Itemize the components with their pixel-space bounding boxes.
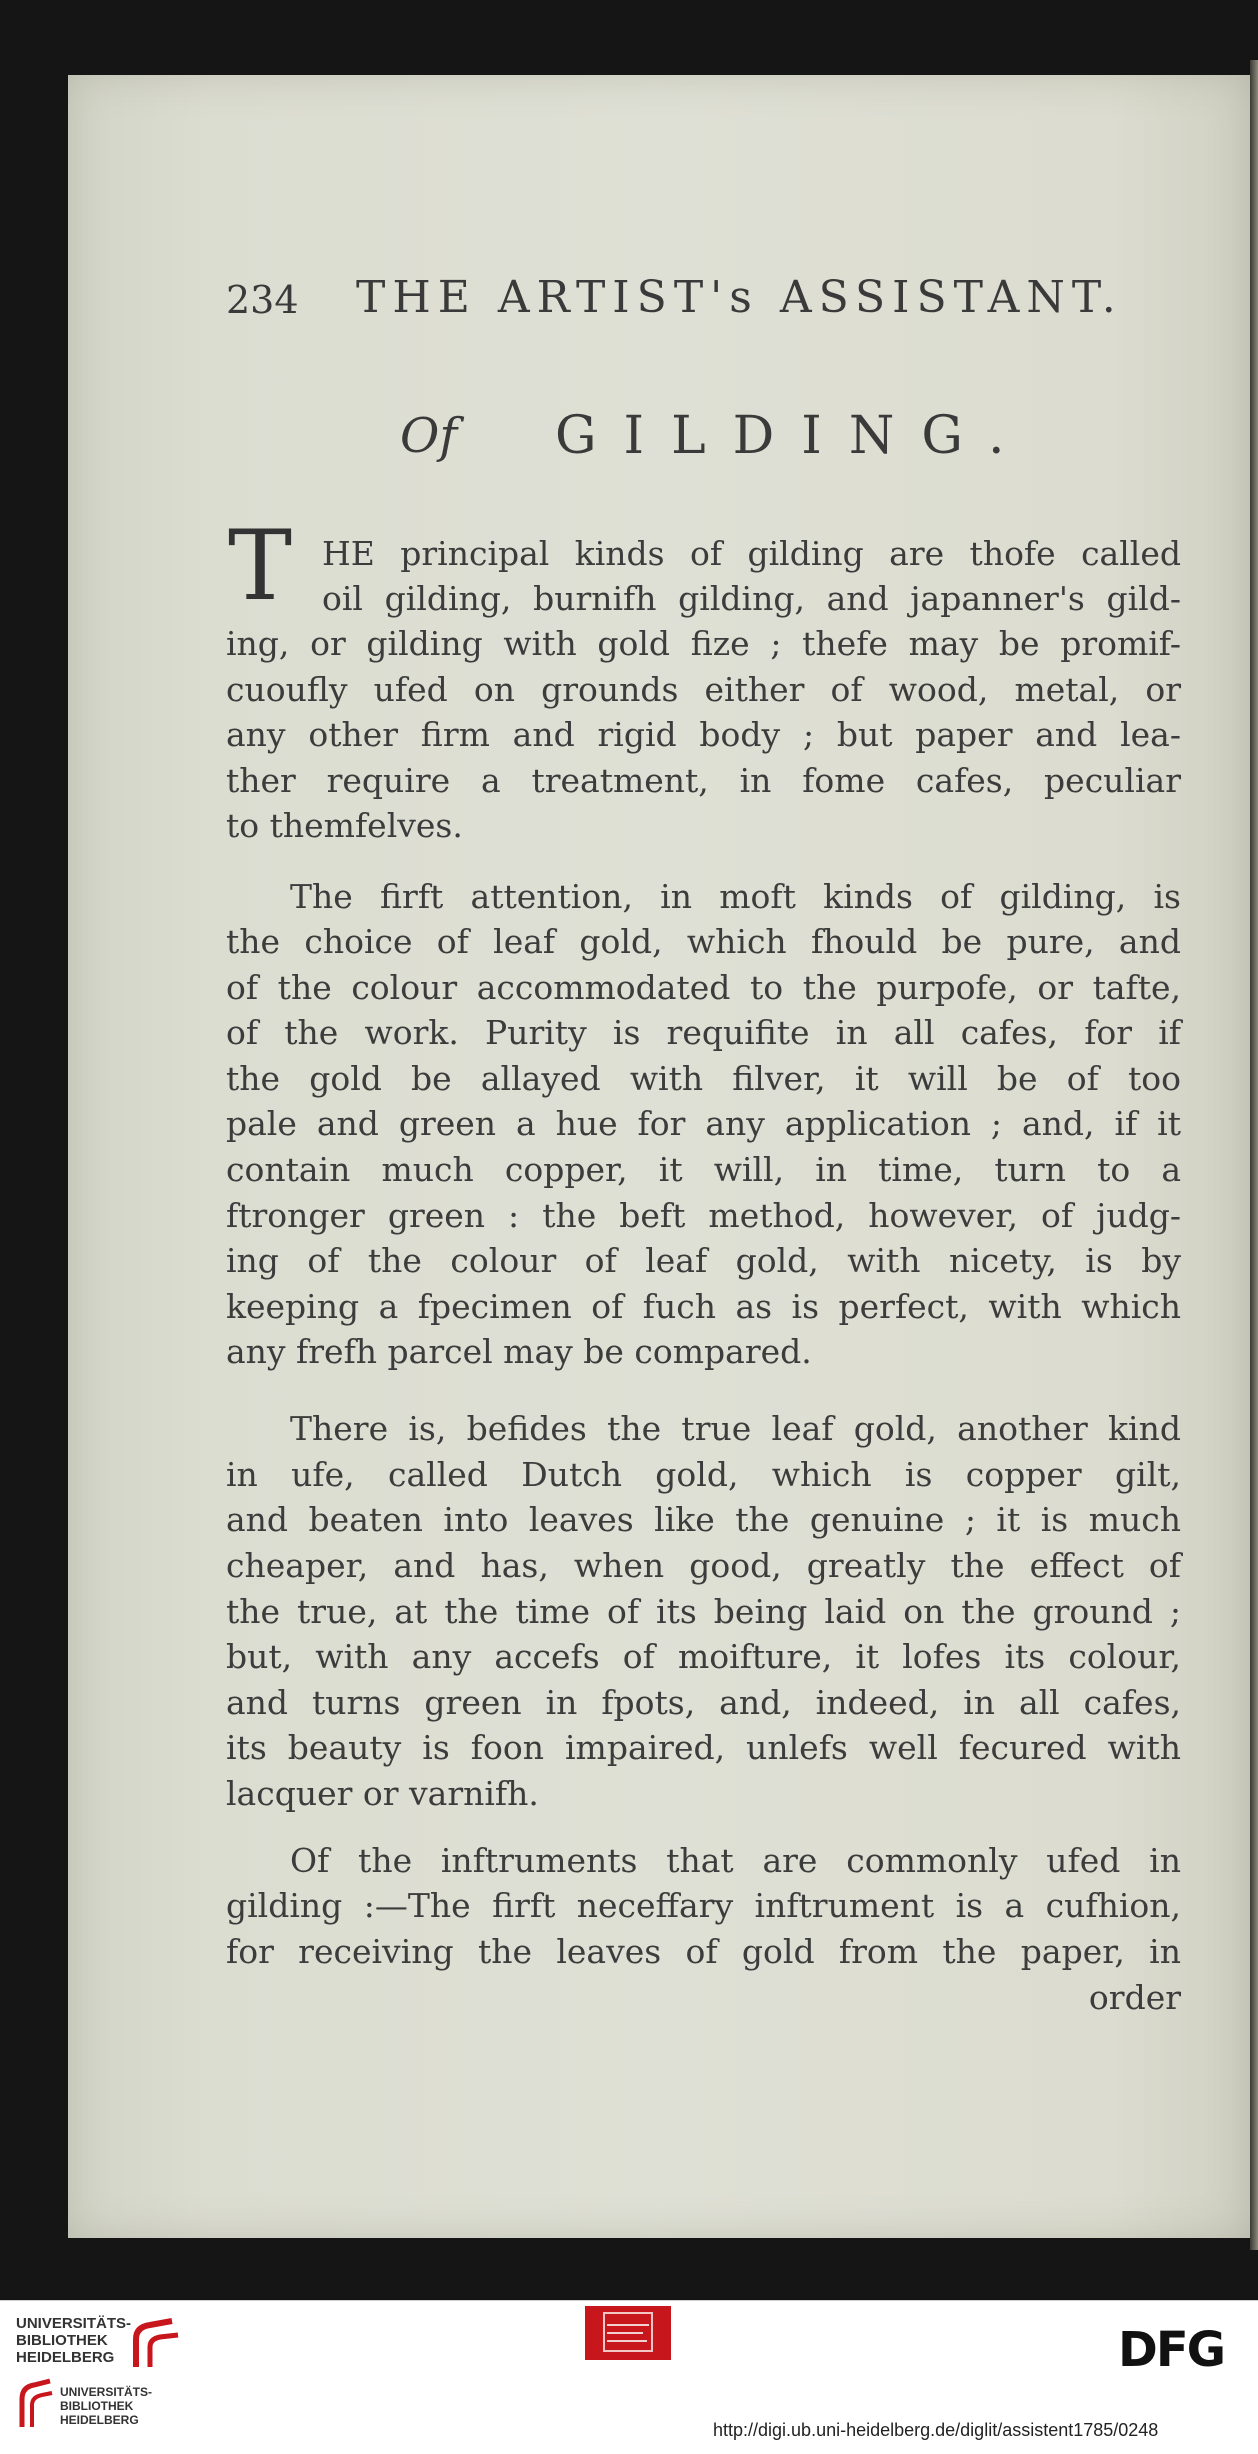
text-line: of the work. Purity is requifite in all cafes, for if	[226, 1013, 1181, 1052]
graphic-line	[607, 2332, 643, 2334]
graphic-line	[607, 2324, 649, 2326]
text-line: and turns green in fpots, and, indeed, in all cafes,	[226, 1683, 1181, 1722]
dfg-logo[interactable]: DFG	[1118, 2322, 1225, 2378]
text-line: any other firm and rigid body ; but paper and lea-	[226, 715, 1181, 754]
text-line: oil gilding, burnifh gilding, and japanner's gild-	[322, 579, 1181, 618]
text-line: ing, or gilding with gold fize ; thefe may be promif-	[226, 624, 1181, 663]
text-line: the choice of leaf gold, which fhould be pure, and	[226, 922, 1181, 961]
text-line: its beauty is foon impaired, unlefs well fecured with	[226, 1728, 1181, 1767]
text-line: cheaper, and has, when good, greatly the effect of	[226, 1546, 1181, 1585]
library-logo[interactable]	[16, 2315, 186, 2381]
text-line: contain much copper, it will, in time, turn to a	[226, 1150, 1181, 1189]
library-logo-small[interactable]	[16, 2375, 186, 2441]
text-line: cuoufly ufed on grounds either of wood, metal, or	[226, 670, 1181, 709]
text-line: Of the inftruments that are commonly ufed in	[290, 1841, 1181, 1880]
library-logo-text: UNIVERSITÄTS- BIBLIOTHEK HEIDELBERG	[16, 2315, 132, 2366]
text-line: and beaten into leaves like the genuine ; it is much	[226, 1500, 1181, 1539]
heading-of: Of	[400, 408, 458, 464]
library-mark-small-icon	[16, 2375, 56, 2431]
text-line: for receiving the leaves of gold from the paper, in	[226, 1932, 1181, 1971]
text-line: the true, at the time of its being laid on the ground ;	[226, 1592, 1181, 1631]
section-heading	[400, 408, 1040, 478]
running-title: THE ARTIST's ASSISTANT.	[356, 272, 1123, 323]
text-line: lacquer or varnifh.	[226, 1774, 539, 1813]
text-line: The firft attention, in moft kinds of gilding, is	[290, 877, 1181, 916]
text-line: ther require a treatment, in fome cafes, peculiar	[226, 761, 1181, 800]
text-line: of the colour accommodated to the purpofe, or tafte,	[226, 968, 1181, 1007]
page-edge	[1250, 60, 1258, 2250]
permalink-url[interactable]: http://digi.ub.uni-heidelberg.de/diglit/assistent1785/0248	[713, 2420, 1159, 2440]
text-line: HE principal kinds of gilding are thofe called	[322, 534, 1181, 573]
text-line: keeping a fpecimen of fuch as is perfect, with which	[226, 1287, 1181, 1326]
text-line: There is, befides the true leaf gold, another kind	[290, 1409, 1181, 1448]
text-line: the gold be allayed with filver, it will be of too	[226, 1059, 1181, 1098]
text-line: but, with any accefs of moifture, it lofes its colour,	[226, 1637, 1181, 1676]
text-line: any frefh parcel may be compared.	[226, 1332, 812, 1371]
library-mark-icon	[128, 2317, 188, 2373]
text-line: to themfelves.	[226, 806, 463, 845]
text-line: pale and green a hue for any application ; and, if it	[226, 1104, 1181, 1143]
page-number: 234	[226, 278, 299, 322]
heading-title: GILDING.	[555, 406, 1032, 466]
library-logo-small-text: UNIVERSITÄTS- BIBLIOTHEK HEIDELBERG	[60, 2385, 153, 2427]
catchword: order	[1088, 1978, 1181, 2017]
text-line: gilding :—The firft neceffary inftrument is a cufhion,	[226, 1886, 1181, 1925]
running-head	[226, 272, 1123, 338]
drop-cap: T	[228, 510, 293, 622]
text-line: in ufe, called Dutch gold, which is copper gilt,	[226, 1455, 1181, 1494]
text-line: ftronger green : the beft method, however, of judg-	[226, 1196, 1181, 1235]
library-graphic-icon[interactable]	[585, 2306, 671, 2360]
graphic-line	[607, 2340, 647, 2342]
text-line: ing of the colour of leaf gold, with nicety, is by	[226, 1241, 1181, 1280]
